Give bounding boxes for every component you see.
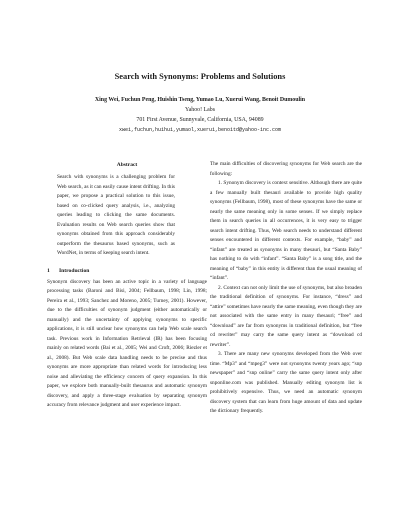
- address: 701 First Avenue, Sunnyvale, California, USA, 94089: [136, 117, 264, 123]
- difficulties-intro: The main difficulties of discovering synonyms for Web search are the following:: [210, 161, 362, 177]
- author-emails: xwei,fuchun,huihui,yumaol,xuerui,benoitd@yahoo-inc.com: [118, 127, 282, 133]
- difficulty-item-3: 3. There are many new synonyms developed from the Web over time. “Mp3” and “mpeg3” were not synonyms twenty years ago; “snp newspaper” and “snp online” carry the same query intent only after snponline.com was published. Manually editing synonym list is prohibitively expensive. Thus, we need an automatic synonym discovery system that can learn from huge amount of data and update the dictionary frequently.: [210, 351, 362, 414]
- author-list: Xing Wei, Fuchun Peng, Huishin Tseng, Yumao Lu, Xuerui Wang, Benoit Dumoulin: [94, 97, 306, 103]
- difficulty-item-1: 1. Synonym discovery is context sensitive. Although there are quite a few manually built thesauri available to provide high quality synonyms (Fellbaum, 1998), most of these synonyms have the same or nearly the same meaning only in some senses. If we simply replace them in search queries in all occurrences, it is very easy to trigger search intent drifting. Thus, Web search needs to understand different senses encountered in different contexts. For example, “baby” and “infant” are treated as synonyms in many thesauri, but “Santa Baby” has nothing to do with “infant”. “Santa Baby” is a song title, and the meaning of “baby” in this entity is different than the usual meaning of “infant”.: [210, 180, 362, 281]
- section-heading-introduction: [47, 266, 207, 276]
- right-column: [210, 160, 362, 417]
- section-number: 1: [47, 267, 50, 274]
- difficulty-item-2: 2. Context can not only limit the use of synonyms, but also broaden the traditional definition of synonyms. For instance, “dress” and “attire” sometimes have nearly the same meaning, even though they are not associated with the same entry in many thesauri; “free” and “download” are far from synonyms in traditional definition, but “free cd rewriter” may carry the same query intent as “download cd rewriter”.: [210, 284, 362, 348]
- affiliation: Yahoo! Labs: [185, 107, 215, 113]
- abstract-heading: Abstract: [116, 162, 138, 168]
- section-title: Introduction: [59, 267, 90, 274]
- abstract-text: Search with synonyms is a challenging problem for Web search, as it can easily cause intent drifting. In this paper, we propose a practical solution to this issue, based on co-clicked query analysis, i.e., analyzing queries leading to clicking the same documents. Evaluation results on Web search queries show that synonyms obtained from this approach considerably outperform the thesaurus based synonyms, such as WordNet, in terms of keeping search intent.: [57, 174, 175, 256]
- paper-title: Search with Synonyms: Problems and Solutions: [114, 72, 286, 81]
- left-column: [47, 160, 207, 411]
- introduction-paragraph: Synonym discovery has been an active topic in a variety of language processing tasks (Baroni and Bisi, 2004; Fellbaum, 1998; Lin, 1998; Pereira et al., 1993; Sanchez and Moreno, 2005; Turney, 2001). However, due to the difficulties of synonym judgment (either automatically or manually) and the uncertainty of applying synonyms to specific applications, it is still unclear how synonyms can help Web scale search task. Previous work in Information Retrieval (IR) has been focusing mainly on related words (Bai et al., 2005; Wei and Croft, 2006; Riezler et al., 2008). But Web scale data handling needs to be precise and thus synonyms are more appropriate than related words for introducing less noise and alleviating the efficiency concern of query expansion. In this paper, we explore both manually-built thesaurus and automatic synonym discovery, and apply a three-stage evaluation by separating synonym accuracy from relevance judgment and user experience impact.: [47, 278, 207, 408]
